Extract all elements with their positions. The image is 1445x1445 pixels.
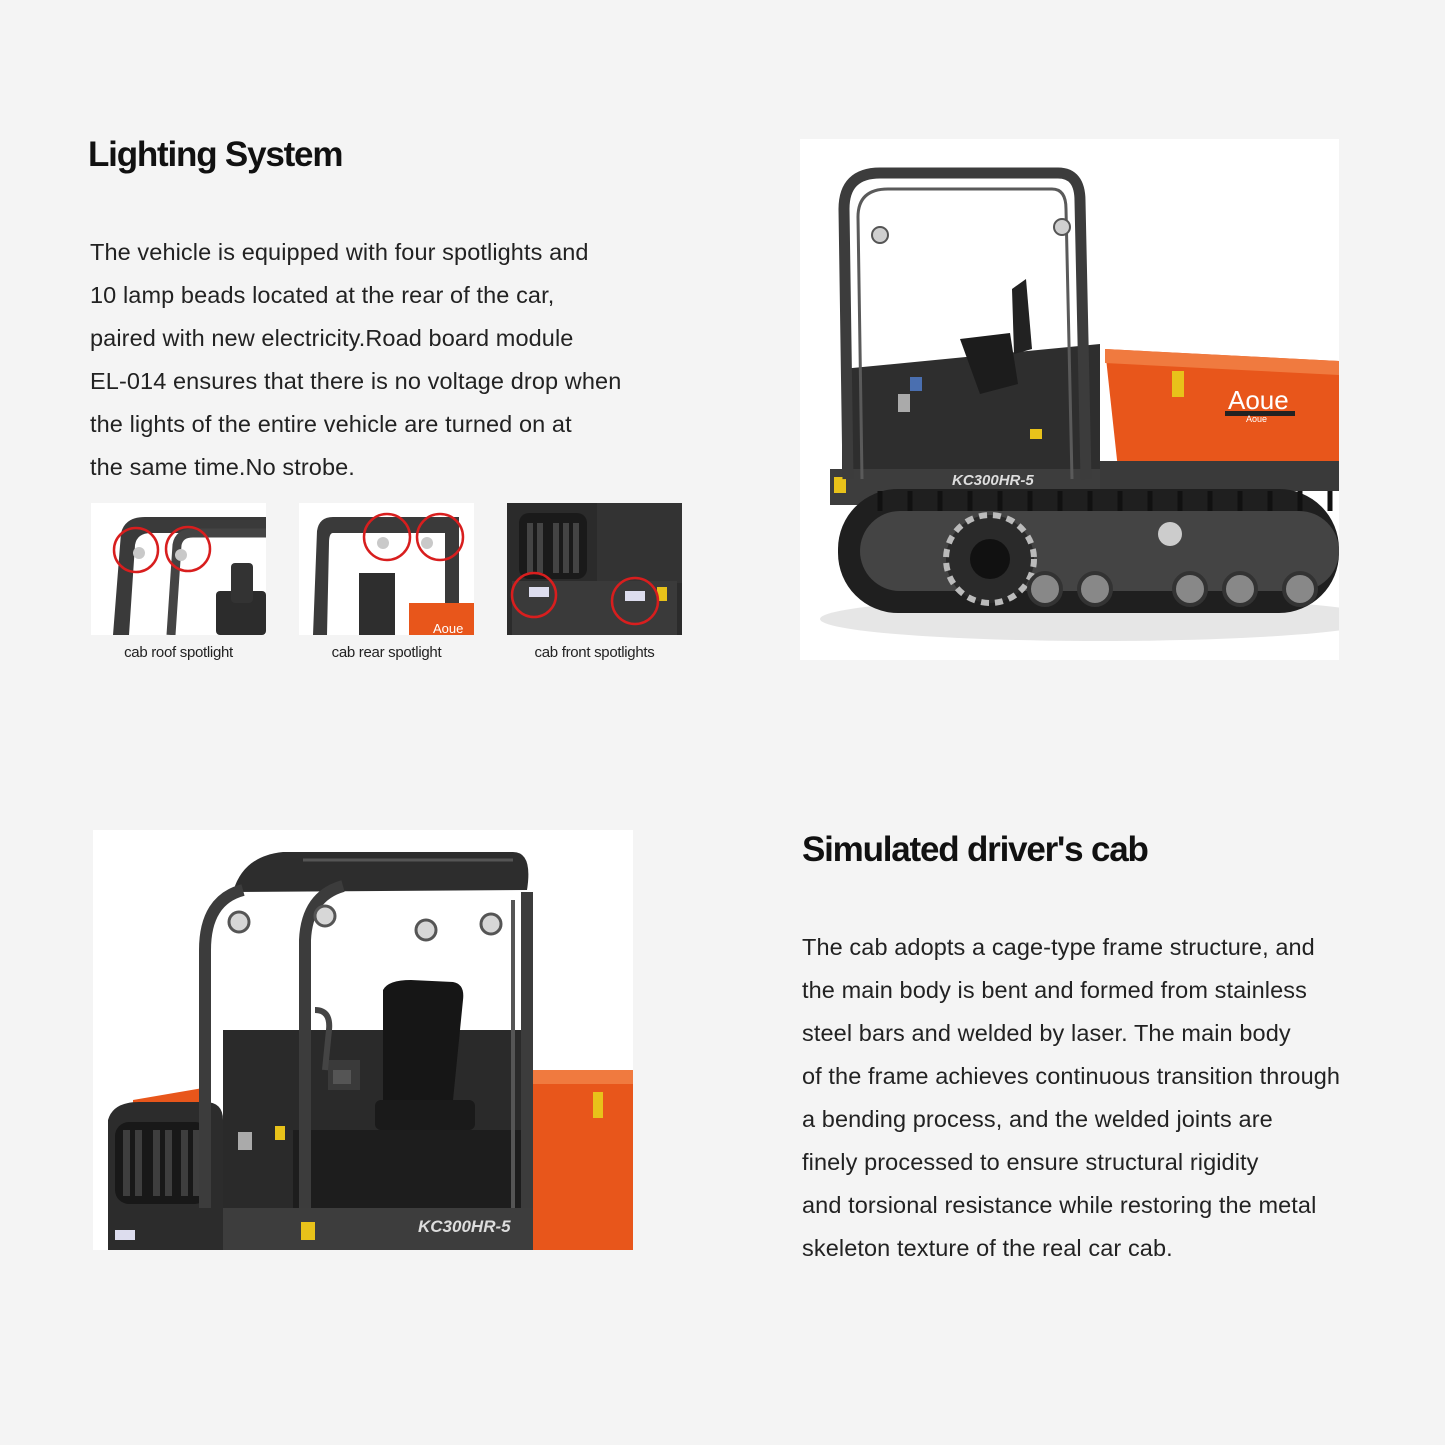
- caption-cab-roof: cab roof spotlight: [124, 644, 233, 661]
- cab-closeup-illustration: [93, 830, 633, 1250]
- cab-description: [802, 926, 1340, 1270]
- thumb-cab-roof-spotlight: [91, 503, 266, 635]
- caption-cab-front: cab front spotlights: [534, 644, 655, 661]
- lighting-line: The vehicle is equipped with four spotlights and: [90, 239, 589, 265]
- thumb-brand-text: Aoue: [433, 621, 464, 635]
- cab-line: The cab adopts a cage-type frame structure, and: [802, 934, 1315, 960]
- brand-logo-small: Aoue: [1246, 414, 1268, 424]
- cab-line: the main body is bent and formed from stainless: [802, 977, 1307, 1003]
- lighting-line: 10 lamp beads located at the rear of the car,: [90, 282, 555, 308]
- cab-line: and torsional resistance while restoring the metal: [802, 1192, 1317, 1218]
- cab-line: skeleton texture of the real car cab.: [802, 1235, 1173, 1261]
- thumb-cab-front-spotlights: [507, 503, 682, 635]
- lighting-line: EL-014 ensures that there is no voltage drop when: [90, 368, 622, 394]
- vehicle-side-photo: [800, 139, 1339, 660]
- cab-line: a bending process, and the welded joints are: [802, 1106, 1273, 1132]
- cab-line: finely processed to ensure structural rigidity: [802, 1149, 1259, 1175]
- lighting-line: the lights of the entire vehicle are turned on at: [90, 411, 572, 437]
- cab-line: of the frame achieves continuous transition through: [802, 1063, 1341, 1089]
- cab-rear-illustration: [299, 503, 474, 635]
- cab-closeup-photo: [93, 830, 633, 1250]
- lighting-description: [90, 231, 621, 489]
- cab-roof-illustration: [91, 503, 266, 635]
- model-label-closeup: KC300HR-5: [418, 1217, 511, 1236]
- lighting-line: paired with new electricity.Road board module: [90, 325, 574, 351]
- model-label: KC300HR-5: [952, 472, 1034, 489]
- brand-logo-text: Aoue: [1228, 385, 1289, 415]
- cab-line: steel bars and welded by laser. The main body: [802, 1020, 1291, 1046]
- caption-cab-rear: cab rear spotlight: [331, 644, 442, 661]
- lighting-title: Lighting System: [88, 135, 343, 174]
- tracked-dumper-illustration: [800, 139, 1339, 660]
- thumb-cab-rear-spotlight: [299, 503, 474, 635]
- lighting-line: the same time.No strobe.: [90, 454, 355, 480]
- cab-front-illustration: [507, 503, 682, 635]
- cab-title: Simulated driver's cab: [802, 830, 1148, 869]
